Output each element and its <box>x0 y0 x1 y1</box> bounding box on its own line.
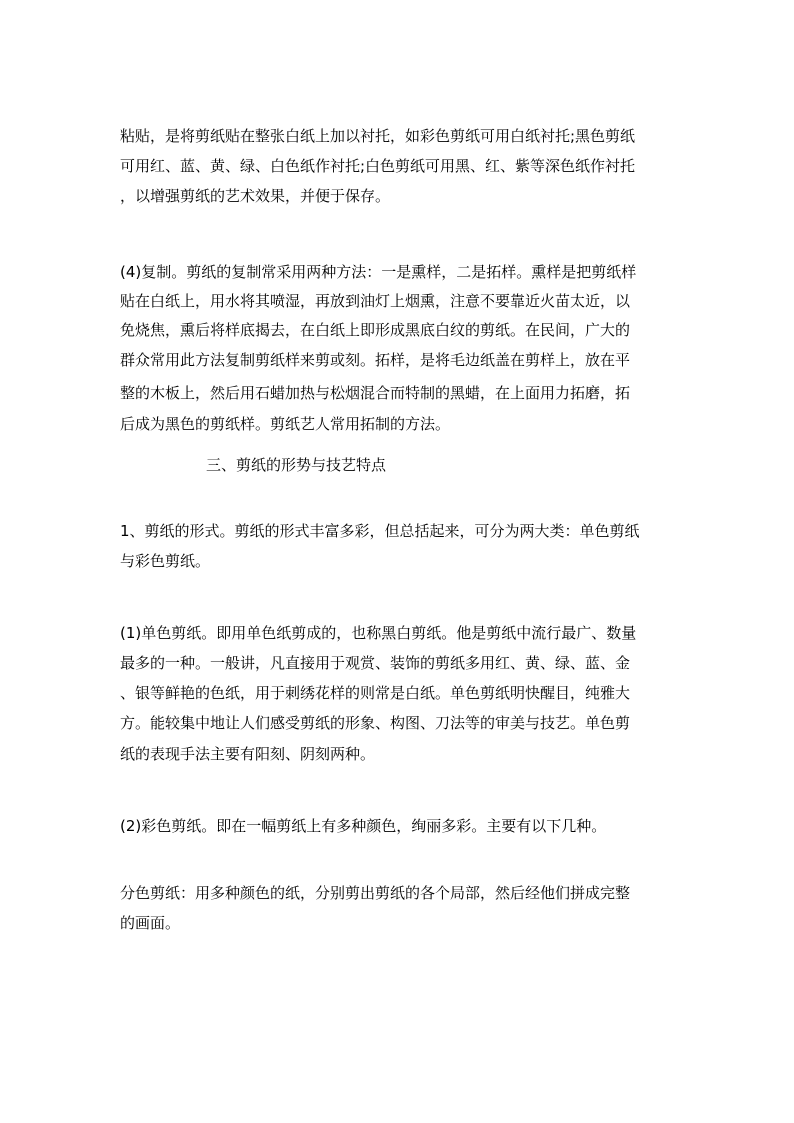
text-line: 粘贴，是将剪纸贴在整张白纸上加以衬托，如彩色剪纸可用白纸衬托;黑色剪纸 <box>120 127 636 145</box>
text-line: 后成为黑色的剪纸样。剪纸艺人常用拓制的方法。 <box>120 415 451 433</box>
text-line: ，以增强剪纸的艺术效果，并便于保存。 <box>120 187 391 205</box>
text-line: 分色剪纸：用多种颜色的纸，分别剪出剪纸的各个局部，然后经他们拼成完整 <box>120 884 631 902</box>
text-line: 的画面。 <box>120 914 181 932</box>
text-line: 免烧焦，熏后将样底揭去，在白纸上即形成黑底白纹的剪纸。在民间，广大的 <box>120 321 631 339</box>
text-line: (4)复制。剪纸的复制常采用两种方法：一是熏样，二是拓样。熏样是把剪纸样 <box>120 263 637 281</box>
text-line: 方。能较集中地让人们感受剪纸的形象、构图、刀法等的审美与技艺。单色剪 <box>120 714 631 732</box>
text-line: 整的木板上，然后用石蜡加热与松烟混合而特制的黑蜡，在上面用力拓磨，拓 <box>120 384 631 402</box>
text-line: 群众常用此方法复制剪纸样来剪或刻。拓样，是将毛边纸盖在剪样上，放在平 <box>120 351 631 369</box>
text-line: 与彩色剪纸。 <box>120 552 211 570</box>
text-line: 最多的一种。一般讲，凡直接用于观赏、装饰的剪纸多用红、黄、绿、蓝、金 <box>120 654 631 672</box>
text-line: 1、剪纸的形式。剪纸的形式丰富多彩，但总括起来，可分为两大类：单色剪纸 <box>120 522 640 540</box>
text-line: 纸的表现手法主要有阳刻、阴刻两种。 <box>120 745 376 763</box>
section-heading: 三、剪纸的形势与技艺特点 <box>206 456 387 474</box>
text-line: (1)单色剪纸。即用单色纸剪成的，也称黑白剪纸。他是剪纸中流行最广、数量 <box>120 624 637 642</box>
text-line: 、银等鲜艳的色纸，用于刺绣花样的则常是白纸。单色剪纸明快醒目，纯雅大 <box>120 684 631 702</box>
text-line: (2)彩色剪纸。即在一幅剪纸上有多种颜色，绚丽多彩。主要有以下几种。 <box>120 817 607 835</box>
text-line: 可用红、蓝、黄、绿、白色纸作衬托;白色剪纸可用黑、红、紫等深色纸作衬托 <box>120 157 636 175</box>
text-line: 贴在白纸上，用水将其喷湿，再放到油灯上烟熏，注意不要靠近火苗太近，以 <box>120 292 631 310</box>
